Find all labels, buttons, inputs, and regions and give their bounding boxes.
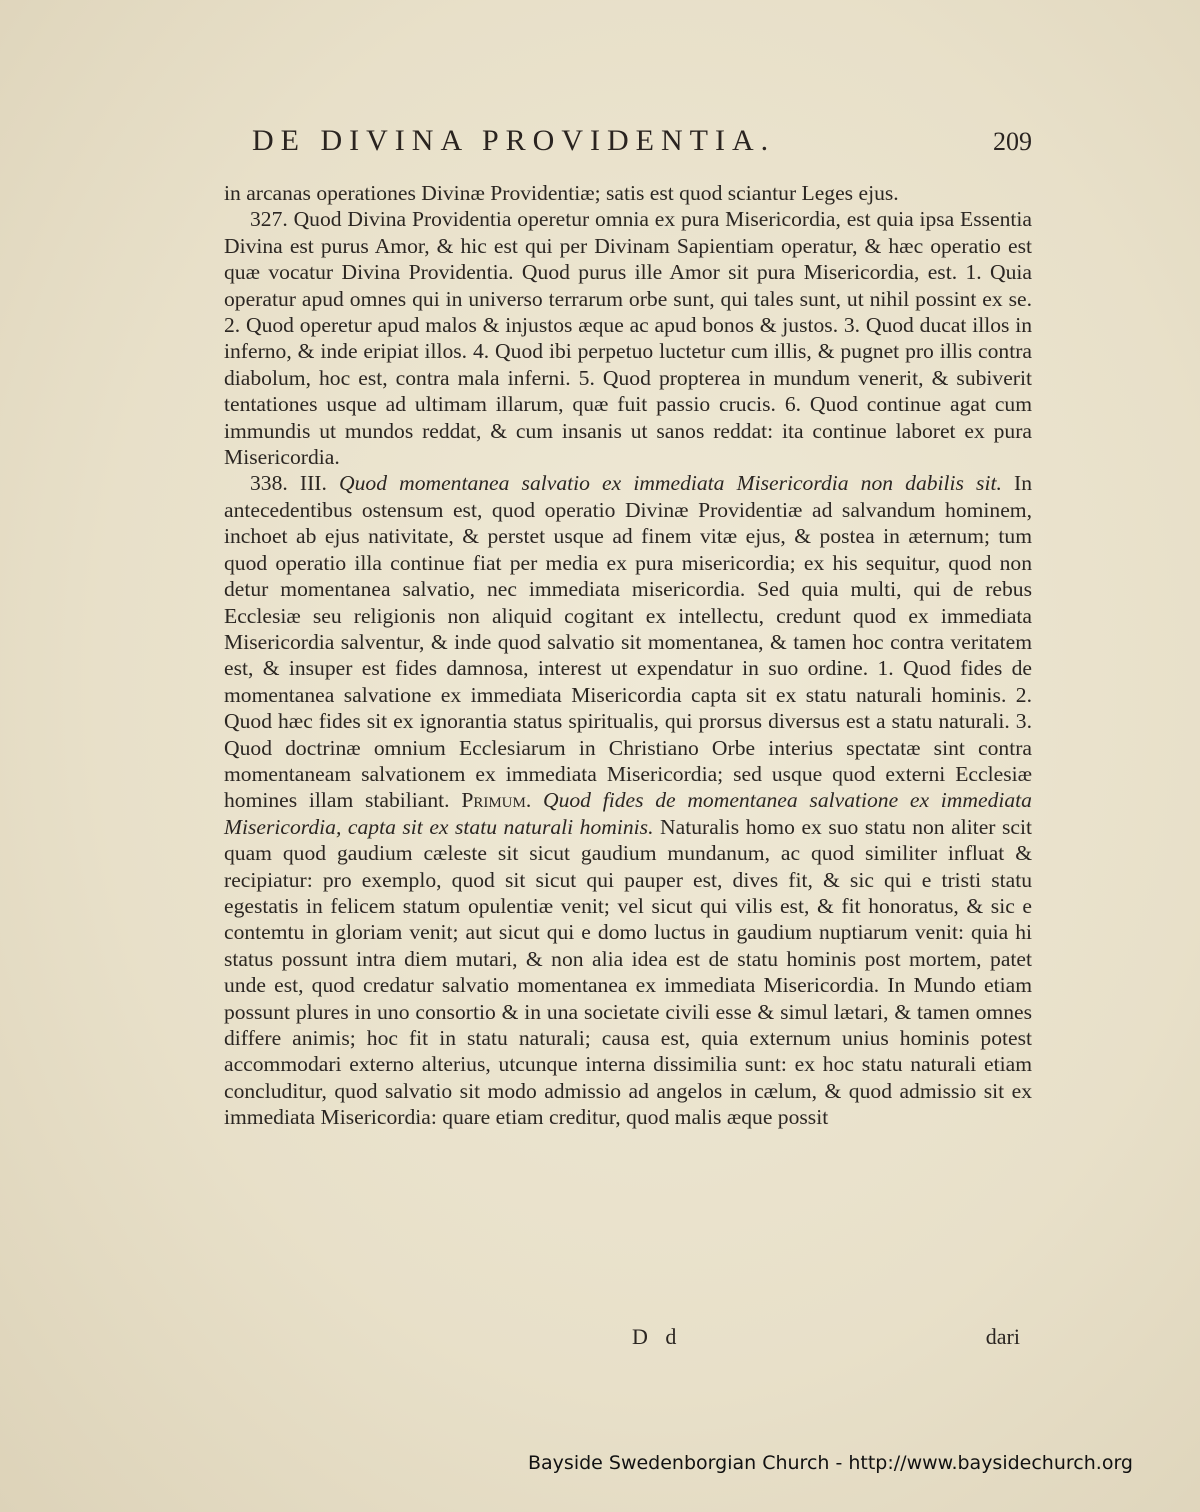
section-text: In antecedentibus ostensum est, quod operatio Divinæ Providentiæ ad salvandum hominem, inchoet ab ejus nativitate, & perstet usque ad finem vitæ ejus, & postea in æternum; tum quod operatio illa continue fiat per media ex pura misericordia; ex his sequitur, quod non detur momentanea salvatio, nec immediata misericordia. Sed quia multi, qui de rebus Ecclesiæ seu religionis non aliquid cogitant ex intellectu, credunt quod ex immediata Misericordia salventur, & inde quod salvatio sit momentanea, & tamen hoc contra veritatem est, & insuper est fides damnosa, interest ut expendatur in suo ordine. 1. Quod fides de momentanea salvatione ex immediata Misericordia capta sit ex statu naturali hominis. 2. Quod hæc fides sit ex ignorantia status spiritualis, qui prorsus diversus est a statu naturali. 3. Quod doctrinæ omnium Ecclesiarum in Christiano Orbe interius spectatæ sint contra momentaneam salvationem ex immediata Misericordia; sed usque quod externi Ecclesiæ homines illam stabiliant. <box>224 471 1032 813</box>
paragraph-338 <box>224 470 1032 1130</box>
section-heading: Quod momentanea salvatio ex immediata Misericordia non dabilis sit. <box>339 471 1002 496</box>
page-body <box>224 180 1032 1131</box>
primum-heading: Quod fides de momentanea salvatione ex immediata Misericordia, capta sit ex statu naturali hominis. <box>224 788 1032 839</box>
page-header <box>252 124 1032 158</box>
section-text-continued: Naturalis homo ex suo statu non aliter scit quam quod gaudium cæleste sit sicut gaudium mundanum, ac quod similiter influat & recipiatur: pro exemplo, quod sit sicut qui pauper est, dives fit, & sic qui e tristi statu egestatis in felicem statum opulentiæ venit; vel sicut qui vilis est, & fit honoratus, & sic e contemtu in gloriam venit; aut sicut qui e domo luctus in gaudium nuptiarum venit: quia hi status possunt intra diem mutari, & non alia idea est de statu hominis post mortem, patet unde est, quod credatur salvatio momentanea ex immediata Misericordia. In Mundo etiam possunt plures in uno consortio & in una societate civili esse & simul lætari, & tamen omnes differe animis; hoc fit in statu naturali; causa est, quia externum unius hominis potest accommodari externo alterius, utcunque interna dissimilia sunt: ex hoc statu naturali etiam concluditur, quod salvatio sit modo admissio ad angelos in cælum, & quod admissio sit ex immediata Misericordia: quare etiam creditur, quod malis æque possit <box>224 814 1033 1130</box>
signature-mark: D d <box>632 1324 683 1349</box>
catchword: dari <box>985 1324 1020 1349</box>
watermark-caption: Bayside Swedenborgian Church - http://www.baysidechurch.org <box>528 1452 1133 1474</box>
page-footer <box>224 1324 1032 1352</box>
running-head: DE DIVINA PROVIDENTIA. <box>252 124 776 157</box>
page-number: 209 <box>993 127 1032 156</box>
paragraph-327: 327. Quod Divina Providentia operetur omnia ex pura Misericordia, est quia ipsa Essentia Divina est purus Amor, & hic est qui per Divinam Sapientiam operatur, & hæc operatio est quæ vocatur Divina Providentia. Quod purus ille Amor sit pura Misericordia, est. 1. Quia operatur apud omnes qui in universo terrarum orbe sunt, qui tales sunt, ut nihil possint ex se. 2. Quod operetur apud malos & injustos æque ac apud bonos & justos. 3. Quod ducat illos in inferno, & inde eripiat illos. 4. Quod ibi perpetuo luctetur cum illis, & pugnet pro illis contra diabolum, hoc est, contra mala inferni. 5. Quod propterea in mundum venerit, & subiverit tentationes usque ad ultimam illarum, quæ fuit passio crucis. 6. Quod continue agat cum immundis ut mundos reddat, & cum insanis ut sanos reddat: ita continue laboret ex pura Misericordia. <box>224 207 1032 470</box>
section-number: 338. III. <box>250 471 327 496</box>
primum-label: Primum. <box>461 788 532 813</box>
paragraph-continuation: in arcanas operationes Divinæ Providentiæ; satis est quod sciantur Leges ejus. <box>224 181 899 205</box>
